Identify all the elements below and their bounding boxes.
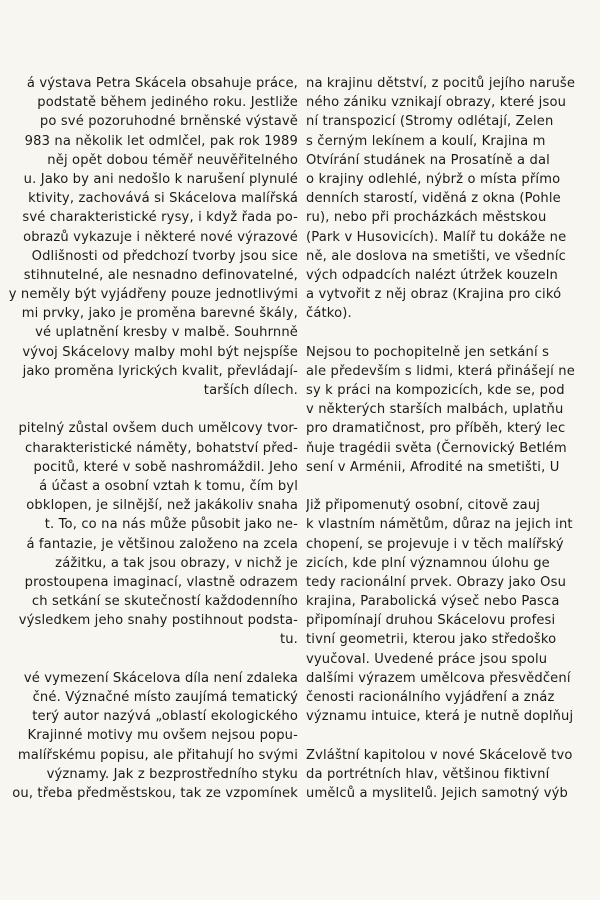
text-line: ně, ale doslova na smetišti, ve všedníc xyxy=(306,248,566,264)
text-line: vývoj Skácelovy malby mohl být nejspíše xyxy=(22,344,298,360)
text-line: jako proměna lyrických kvalit, převládají- xyxy=(22,363,298,379)
paragraph xyxy=(0,419,298,649)
text-line: umělců a myslitelů. Jejich samotný výb xyxy=(306,785,568,801)
text-line: malířskému popisu, ale přitahují ho svými xyxy=(17,747,298,763)
text-line: tivní geometrii, kterou jako středoško xyxy=(306,632,557,648)
text-line: tarších dílech. xyxy=(203,383,298,398)
text-line: pitelný zůstal ovšem duch umělcovy tvor- xyxy=(18,421,298,437)
text-line: o krajiny odlehlé, nýbrž o místa přímo xyxy=(306,171,561,187)
text-line: y neměly být vyjádřeny pouze jednotlivými xyxy=(8,287,298,303)
text-line: výsledkem jeho snahy postihnout podsta- xyxy=(18,613,298,629)
text-line: významy. Jak z bezprostředního styku xyxy=(46,766,298,782)
right-text-column xyxy=(306,74,600,803)
text-line: terý autor nazývá „oblastí ekologického xyxy=(32,709,298,725)
text-line: zážitku, a tak jsou obrazy, v nichž je xyxy=(55,555,298,571)
paragraph-gap xyxy=(0,650,298,669)
text-line: vé vymezení Skácelova díla není zdaleka xyxy=(23,670,298,686)
paragraph-gap xyxy=(306,477,600,496)
text-line: sy k práci na kompozicích, kde se, pod xyxy=(306,383,565,398)
text-line: ru), nebo při procházkách městskou xyxy=(306,210,547,226)
text-line: stihnutelné, ale nesnadno definovatelné, xyxy=(23,267,298,283)
text-line: připomínají druhou Skácelovu profesi xyxy=(306,613,556,629)
text-line: prostoupena imaginací, vlastně odrazem xyxy=(24,574,298,590)
paragraph-gap xyxy=(306,726,600,745)
text-line: k vlastním námětům, důraz na jejich int xyxy=(306,517,573,533)
text-line: s černým lekínem a koulí, Krajina m xyxy=(306,133,546,149)
text-line: ňuje tragédii světa (Černovický Betlém xyxy=(306,440,567,456)
text-line: obrazů vykazuje i některé nové výrazové xyxy=(23,229,298,245)
text-line: své charakteristické rysy, i když řada po- xyxy=(22,210,298,226)
text-line: ného zániku vznikají obrazy, které jsou xyxy=(306,95,567,111)
text-line: á fantazie, je většinou založeno na zcela xyxy=(26,536,298,552)
text-line: 983 na několik let odmlčel, pak rok 1989 xyxy=(24,133,298,149)
text-line: mi prvky, jako je proměna barevné škály, xyxy=(21,306,298,322)
text-line: ale především s lidmi, která přinášejí ne xyxy=(306,363,575,379)
text-line: (Park v Husovicích). Malíř tu dokáže ne xyxy=(306,229,567,245)
text-line: pro dramatičnost, pro příběh, který lec xyxy=(306,421,566,437)
text-line: ou, třeba předměstskou, tak ze vzpomínek xyxy=(12,785,298,801)
text-line: Zvláštní kapitolou v nové Skácelově tvo xyxy=(306,747,573,763)
text-line: Odlišnosti od předchozí tvorby jsou sice xyxy=(31,248,298,264)
text-line: na krajinu dětství, z pocitů jejího naruše xyxy=(306,76,576,91)
paragraph xyxy=(306,74,600,323)
text-line: charakteristické náměty, bohatství před- xyxy=(25,440,298,456)
text-line: tedy racionální prvek. Obrazy jako Osu xyxy=(306,574,567,590)
text-line: čenosti racionálního vyjádření a znáz xyxy=(306,690,555,705)
text-line: významu intuice, která je nutně doplňuj xyxy=(306,709,574,725)
text-line: denních starostí, viděná z okna (Pohle xyxy=(306,191,561,207)
text-line: po své pozoruhodné brněnské výstavě xyxy=(39,114,298,130)
text-line: tu. xyxy=(279,632,298,648)
text-line: vyučoval. Uvedené práce jsou spolu xyxy=(306,651,548,667)
text-line: Otvírání studánek na Prosatíně a dal xyxy=(306,152,550,168)
text-line: á účast a osobní vztah k tomu, čím byl xyxy=(39,478,298,494)
text-line: t. To, co na nás může působit jako ne- xyxy=(44,517,298,533)
text-line: Krajinné motivy mu ovšem nejsou popu- xyxy=(27,728,298,744)
text-line: podstatě během jediného roku. Jestliže xyxy=(37,95,298,111)
text-line: čné. Význačné místo zaujímá tematický xyxy=(32,690,298,705)
text-line: da portrétních hlav, většinou fiktivní xyxy=(306,766,550,782)
text-line: a vytvořit z něj obraz (Krajina pro cikó xyxy=(306,287,562,303)
text-line: čátko). xyxy=(306,306,352,322)
text-line: ní transpozicí (Stromy odlétají, Zelen xyxy=(306,114,554,130)
paragraph xyxy=(306,746,600,804)
text-line: pocitů, které v sobě nashromáždil. Jeho xyxy=(33,459,298,475)
text-line: u. Jako by ani nedošlo k narušení plynulé xyxy=(23,171,298,187)
text-line: chopení, se projevuje i v těch malířský xyxy=(306,536,564,552)
text-line: obklopen, je silnější, než jakákoliv snaha xyxy=(26,498,298,514)
text-line: ch setkání se skutečností každodenního xyxy=(31,594,298,610)
paragraph xyxy=(306,496,600,726)
text-line: něj opět dobou téměř neuvěřitelného xyxy=(47,152,298,168)
text-line: zicích, kde plní významnou úlohu ge xyxy=(306,555,550,571)
text-line: v některých starších malbách, uplatňu xyxy=(306,402,564,418)
text-line: krajina, Parabolická výseč nebo Pasca xyxy=(306,594,560,610)
text-line: Již připomenutý osobní, citově zauj xyxy=(306,498,541,514)
text-line: sení v Arménii, Afrodité na smetišti, U xyxy=(306,459,560,475)
paragraph-gap xyxy=(306,323,600,342)
text-line: á výstava Petra Skácela obsahuje práce, xyxy=(26,76,298,91)
left-text-column xyxy=(0,74,298,803)
paragraph xyxy=(0,669,298,803)
paragraph xyxy=(0,74,298,400)
text-line: vé uplatnění kresby v malbě. Souhrnně xyxy=(35,325,298,341)
paragraph-gap xyxy=(0,400,298,419)
paragraph xyxy=(306,343,600,477)
text-line: ktivity, zachovává si Skácelova malířská xyxy=(28,191,298,207)
text-line: dalšími výrazem umělcova přesvědčení xyxy=(306,670,571,686)
text-line: vých odpadcích nalézt útržek kouzeln xyxy=(306,267,558,283)
text-line: Nejsou to pochopitelně jen setkání s xyxy=(306,344,550,360)
